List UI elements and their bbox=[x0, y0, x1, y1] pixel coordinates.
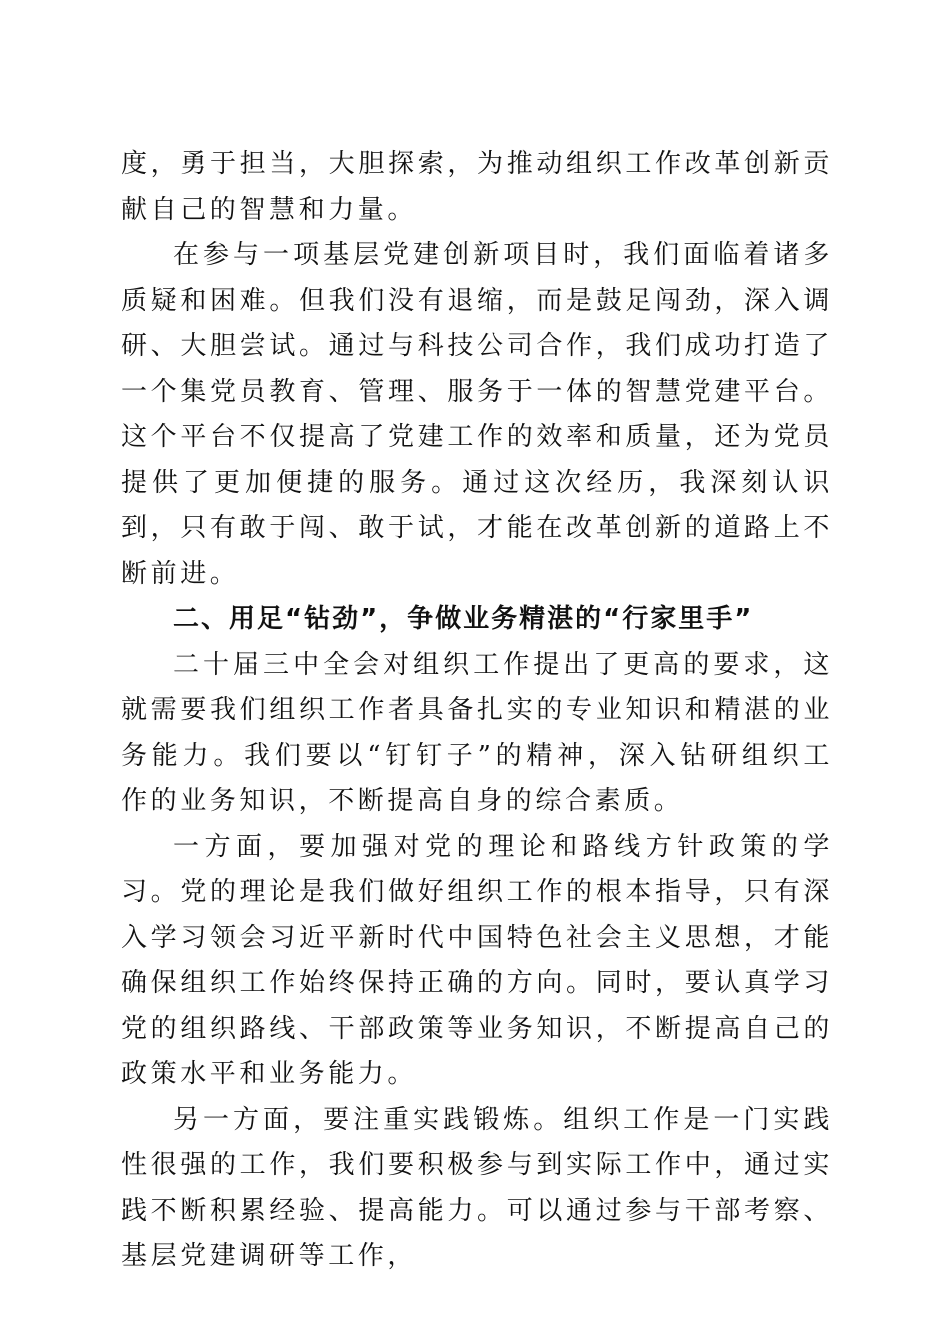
paragraph-plenum-requirements: 二十届三中全会对组织工作提出了更高的要求，这就需要我们组织工作者具备扎实的专业知识和精湛的业务能力。我们要以“钉钉子”的精神，深入钻研组织工作的业务知识，不断提高自身的综合素质。 bbox=[121, 649, 833, 816]
paragraph-practice: 另一方面，要注重实践锻炼。组织工作是一门实践性很强的工作，我们要积极参与到实际工作中，通过实践不断积累经验、提高能力。可以通过参与干部考察、基层党建调研等工作， bbox=[121, 1104, 833, 1271]
paragraph-innovation-project: 在参与一项基层党建创新项目时，我们面临着诸多质疑和困难。但我们没有退缩，而是鼓足闯劲，深入调研、大胆尝试。通过与科技公司合作，我们成功打造了一个集党员教育、管理、服务于一体的智慧党建平台。这个平台不仅提高了党建工作的效率和质量，还为党员提供了更加便捷的服务。通过这次经历，我深刻认识到，只有敢于闯、敢于试，才能在改革创新的道路上不断前进。 bbox=[121, 240, 833, 589]
paragraph-continuation: 度，勇于担当，大胆探索，为推动组织工作改革创新贡献自己的智慧和力量。 bbox=[121, 149, 833, 225]
document-body bbox=[121, 142, 833, 1280]
paragraph-theory-study: 一方面，要加强对党的理论和路线方针政策的学习。党的理论是我们做好组织工作的根本指导，只有深入学习领会习近平新时代中国特色社会主义思想，才能确保组织工作始终保持正确的方向。同时，要认真学习党的组织路线、干部政策等业务知识，不断提高自己的政策水平和业务能力。 bbox=[121, 831, 833, 1089]
section-heading: 二、用足“钻劲”，争做业务精湛的“行家里手” bbox=[173, 604, 754, 634]
